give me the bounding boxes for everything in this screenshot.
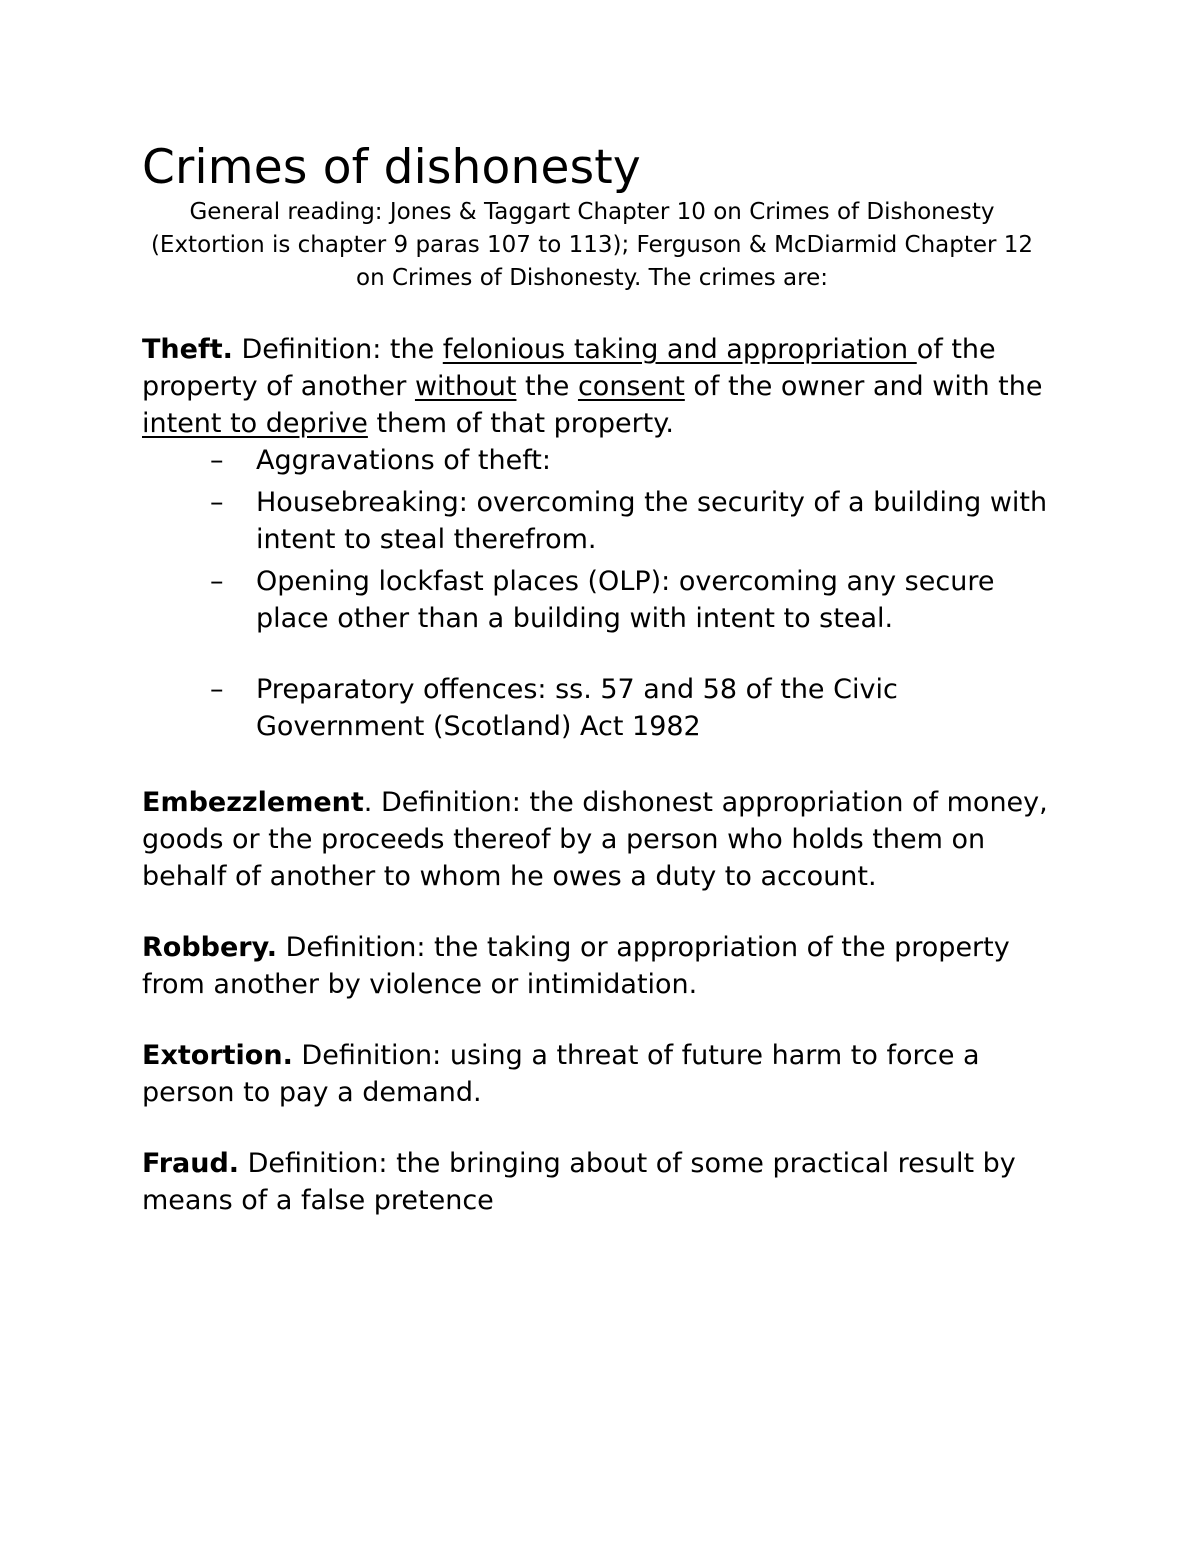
embezzlement-text: . Definition: the dishonest appropriation of money, goods or the proceeds thereof by a person who holds them on behalf of another to whom he owes a duty to account. [142, 787, 1048, 893]
list-item-text: Housebreaking: overcoming the security of a building with intent to steal therefrom. [256, 487, 1048, 556]
list-item [142, 671, 1062, 745]
list-item [142, 442, 1062, 479]
felonious-taking-underline: felonious taking and appropriation [442, 334, 917, 366]
robbery-heading: Robbery. [142, 932, 277, 964]
dash-bullet: – [210, 487, 224, 519]
embezzlement-heading: Embezzlement [142, 787, 364, 819]
theft-aggravations-list [142, 442, 1062, 745]
dash-bullet: – [210, 674, 224, 706]
consent-underline: consent [577, 371, 685, 403]
fraud-definition [142, 1145, 1062, 1219]
dash-bullet: – [210, 445, 224, 477]
list-item-text: Preparatory offences: ss. 57 and 58 of the Civic Government (Scotland) Act 1982 [256, 674, 898, 743]
theft-heading: Theft. [142, 334, 233, 366]
theft-text: of the property of another [142, 334, 996, 403]
list-item-text: Opening lockfast places (OLP): overcoming any secure place other than a building with intent to steal. [256, 566, 995, 635]
list-item [142, 563, 1062, 637]
document-title: Crimes of dishonesty [142, 140, 641, 195]
fraud-text: Definition: the bringing about of some practical result by means of a false pretence [142, 1148, 1016, 1217]
general-reading-paragraph: General reading: Jones & Taggart Chapter 10 on Crimes of Dishonesty (Extortion is chapter 9 paras 107 to 113); Ferguson & McDiarmid Chapter 12 on Crimes of Dishonesty. The crimes are: [150, 199, 1034, 292]
list-item [142, 484, 1062, 558]
extortion-definition [142, 1037, 1062, 1111]
theft-definition [142, 331, 1062, 442]
document-page [142, 140, 1062, 1219]
list-item-text: Aggravations of theft: [256, 445, 551, 477]
theft-text: Definition: the [232, 334, 443, 366]
theft-text: of the owner and with the [684, 371, 1043, 403]
embezzlement-definition [142, 784, 1062, 895]
extortion-heading: Extortion. [142, 1040, 293, 1072]
robbery-definition [142, 929, 1062, 1003]
theft-text: the [516, 371, 578, 403]
robbery-text: Definition: the taking or appropriation of the property from another by violence or intimidation. [142, 932, 1010, 1001]
intent-to-deprive-underline: intent to deprive [142, 408, 368, 440]
without-underline: without [414, 371, 517, 403]
extortion-text: Definition: using a threat of future harm to force a person to pay a demand. [142, 1040, 980, 1109]
fraud-heading: Fraud. [142, 1148, 240, 1180]
theft-text: them of that property. [367, 408, 674, 440]
dash-bullet: – [210, 566, 224, 598]
